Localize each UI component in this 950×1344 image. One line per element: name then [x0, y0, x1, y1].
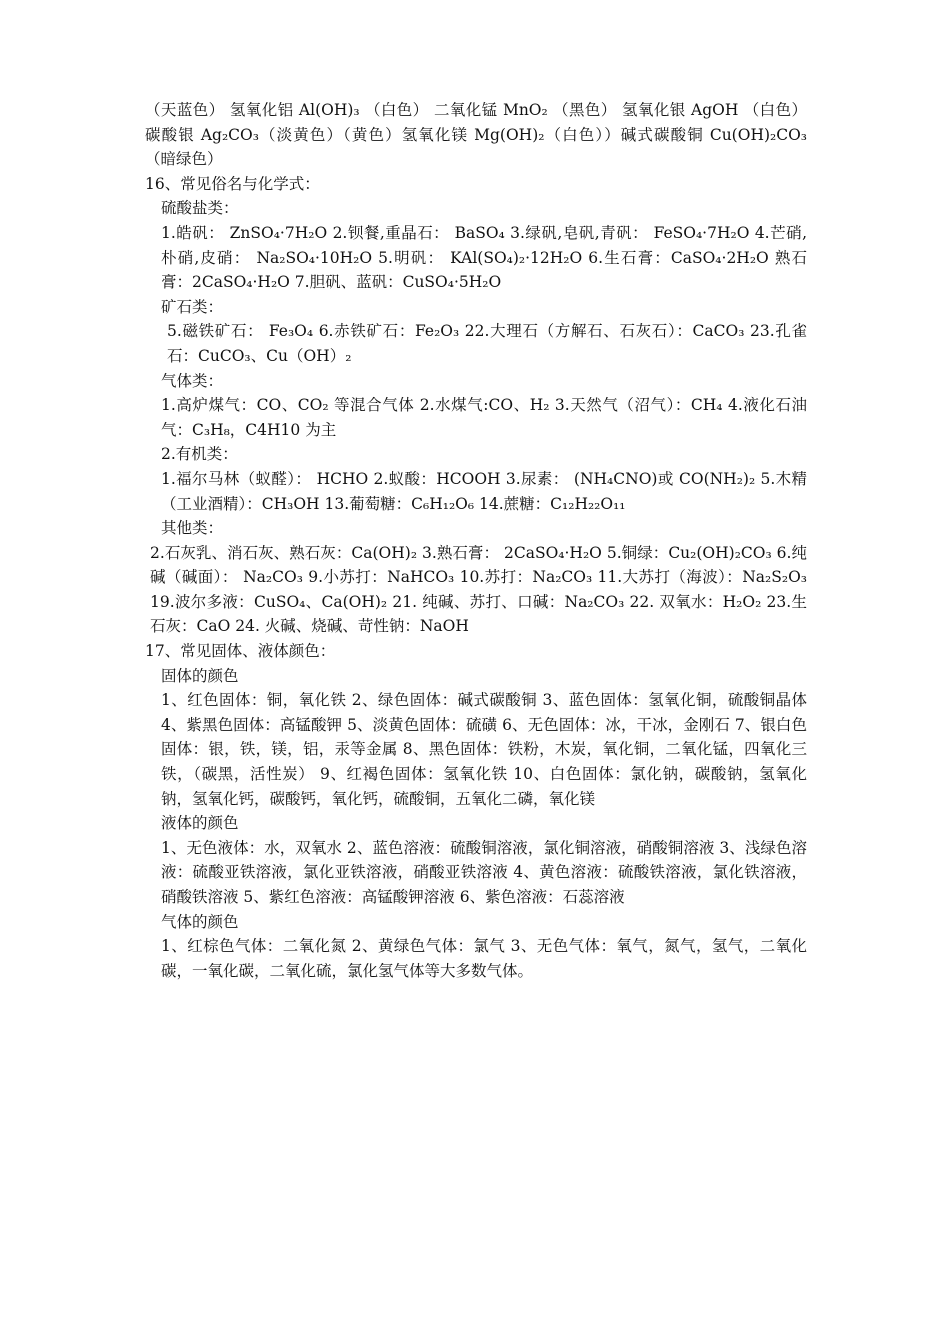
- sulfate-list: 1.皓矾： ZnSO₄·7H₂O 2.钡餐,重晶石： BaSO₄ 3.绿矾,皂矾,青矾： FeSO₄·7H₂O 4.芒硝,朴硝,皮硝： Na₂SO₄·10H₂O 5.明矾： KAl(SO₄)₂·12H₂O 6.生石膏：CaSO₄·2H₂O 熟石膏：2CaSO₄·H₂O 7.胆矾、蓝矾：CuSO₄·5H₂O: [161, 223, 807, 292]
- liquid-color-heading: 液体的颜色: [161, 814, 239, 833]
- other-heading: 其他类：: [161, 519, 224, 538]
- document-page: [145, 98, 807, 983]
- ore-heading: 矿石类：: [161, 297, 224, 316]
- gas-color-list: 1、红棕色气体：二氧化氮 2、黄绿色气体：氯气 3、无色气体：氧气，氮气，氢气，二氧化碳，一氧化碳，二氧化硫，氯化氢气体等大多数气体。: [161, 937, 807, 980]
- section-17-heading: 17、常见固体、液体颜色：: [145, 642, 336, 661]
- gas-color-heading: 气体的颜色: [161, 912, 239, 931]
- solid-color-list: 1、红色固体：铜，氧化铁 2、绿色固体：碱式碳酸铜 3、蓝色固体：氢氧化铜，硫酸铜晶体 4、紫黑色固体：高锰酸钾 5、淡黄色固体：硫磺 6、无色固体：冰，干冰，金刚石 7、银白色固体：银，铁，镁，铝，汞等金属 8、黑色固体：铁粉，木炭，氧化铜，二氧化锰，四氧化三铁，（碳黑，活性炭） 9、红褐色固体：氢氧化铁 10、白色固体：氯化钠，碳酸钠，氢氧化钠，氢氧化钙，碳酸钙，氧化钙，硫酸铜，五氧化二磷，氧化镁: [161, 691, 807, 808]
- organic-heading: 2.有机类：: [161, 445, 238, 464]
- ore-list: 5.磁铁矿石： Fe₃O₄ 6.赤铁矿石：Fe₂O₃ 22.大理石（方解石、石灰石）：CaCO₃ 23.孔雀石：CuCO₃、Cu（OH）₂: [167, 322, 807, 365]
- liquid-color-list: 1、无色液体：水，双氧水 2、蓝色溶液：硫酸铜溶液，氯化铜溶液，硝酸铜溶液 3、浅绿色溶液：硫酸亚铁溶液，氯化亚铁溶液，硝酸亚铁溶液 4、黄色溶液：硫酸铁溶液，氯化铁溶液，硝酸铁溶液 5、紫红色溶液：高锰酸钾溶液 6、紫色溶液：石蕊溶液: [161, 838, 807, 906]
- sulfate-heading: 硫酸盐类：: [161, 199, 239, 218]
- organic-list: 1.福尔马林（蚁醛）： HCHO 2.蚁酸：HCOOH 3.尿素： (NH₄CNO)或 CO(NH₂)₂ 5.木精（工业酒精）：CH₃OH 13.葡萄糖：C₆H₁₂O₆ 14.蔗糖：C₁₂H₂₂O₁₁: [161, 469, 807, 513]
- solid-color-heading: 固体的颜色: [161, 666, 239, 685]
- other-list: 2.石灰乳、消石灰、熟石灰：Ca(OH)₂ 3.熟石膏： 2CaSO₄·H₂O 5.铜绿：Cu₂(OH)₂CO₃ 6.纯碱（碱面）： Na₂CO₃ 9.小苏打：NaHCO₃ 10.苏打：Na₂CO₃ 11.大苏打（海波）：Na₂S₂O₃ 19.波尔多液：CuSO₄、Ca(OH)₂ 21. 纯碱、苏打、口碱：Na₂CO₃ 22. 双氧水：H₂O₂ 23.生石灰：CaO 24. 火碱、烧碱、苛性钠：NaOH: [150, 543, 807, 636]
- section-16-heading: 16、常见俗名与化学式：: [145, 174, 320, 193]
- gas-list: 1.高炉煤气：CO、CO₂ 等混合气体 2.水煤气:CO、H₂ 3.天然气（沼气）：CH₄ 4.液化石油气：C₃H₈，C4H10 为主: [161, 396, 807, 439]
- hydroxide-colors-paragraph: （天蓝色） 氢氧化铝 Al(OH)₃ （白色） 二氧化锰 MnO₂ （黑色） 氢氧化银 AgOH （白色） 碳酸银 Ag₂CO₃（淡黄色）（黄色）氢氧化镁 Mg(OH)₂（白色））碱式碳酸铜 Cu(OH)₂CO₃ （暗绿色）: [145, 101, 807, 169]
- gas-heading: 气体类：: [161, 371, 224, 390]
